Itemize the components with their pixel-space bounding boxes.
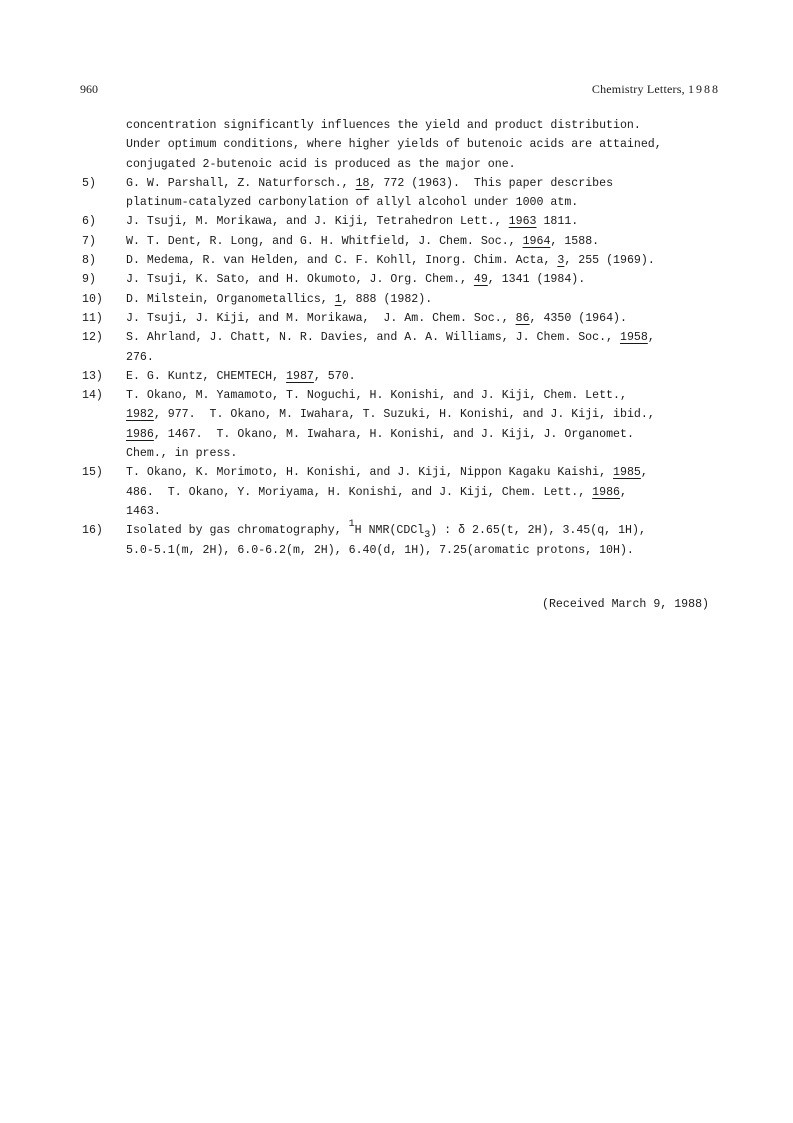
reference-text: , 888 (1982). (341, 292, 433, 306)
volume-number: 1963 (508, 215, 537, 229)
reference-text: T. Okano, K. Morimoto, H. Konishi, and J. Kiji, Nippon Kagaku Kaishi, (126, 466, 614, 480)
reference-line: concentration significantly influences the yield and product distribution. (126, 119, 641, 132)
reference-line: 276. (126, 350, 154, 364)
reference-10 (82, 290, 732, 309)
reference-number: 7) (82, 234, 96, 248)
reference-text: J. Tsuji, M. Morikawa, and J. Kiji, Tetrahedron Lett., (126, 215, 509, 229)
reference-text: T. Okano, M. Yamamoto, T. Noguchi, H. Konishi, and J. Kiji, Chem. Lett., (126, 389, 627, 403)
reference-line (82, 425, 732, 444)
reference-text: , 255 (1969). (564, 254, 655, 268)
reference-number: 11) (82, 311, 103, 325)
volume-number: 1987 (286, 369, 314, 383)
reference-9 (82, 270, 732, 289)
reference-text: , 4350 (1964). (529, 311, 627, 325)
reference-12 (82, 328, 732, 347)
reference-line: Chem., in press. (126, 447, 238, 461)
volume-number: 18 (355, 176, 370, 190)
reference-line: conjugated 2-butenoic acid is produced as the major one. (126, 157, 516, 171)
volume-number: 49 (473, 273, 488, 287)
reference-line: 5.0-5.1(m, 2H), 6.0-6.2(m, 2H), 6.40(d, 1H), 7.25(aromatic protons, 10H). (126, 543, 634, 557)
journal-title (592, 82, 720, 97)
running-header (80, 82, 720, 98)
reference-number: 12) (82, 331, 103, 345)
reference-text: E. G. Kuntz, CHEMTECH, (126, 369, 287, 383)
volume-number: 1964 (522, 234, 551, 248)
reference-5 (82, 174, 732, 193)
reference-number: 14) (82, 389, 103, 403)
volume-number: 1985 (613, 466, 641, 480)
journal-name: Chemistry Letters, (591, 82, 685, 96)
reference-14 (82, 386, 732, 405)
volume-number: 1986 (126, 427, 154, 441)
reference-16 (82, 521, 732, 540)
reference-text: , 1341 (1984). (487, 273, 586, 287)
reference-7 (82, 232, 732, 251)
volume-number: 1982 (126, 408, 154, 422)
reference-number: 6) (82, 215, 96, 229)
reference-line: platinum-catalyzed carbonylation of allyl alcohol under 1000 atm. (126, 196, 579, 210)
reference-line (82, 405, 732, 424)
volume-number: 3 (557, 254, 565, 268)
reference-text: 486. T. Okano, Y. Moriyama, H. Konishi, and J. Kiji, Chem. Lett., (126, 485, 593, 499)
volume-number: 1986 (592, 485, 620, 499)
reference-text: , 772 (1963). This paper describes (369, 176, 614, 190)
nmr-superscript: 1 (348, 519, 355, 531)
reference-text: , 1588. (550, 234, 600, 248)
received-date: (Received March 9, 1988) (542, 598, 709, 611)
reference-11 (82, 309, 732, 328)
reference-text: J. Tsuji, J. Kiji, and M. Morikawa, J. Am. Chem. Soc., (126, 311, 516, 325)
reference-text: , (640, 466, 648, 480)
reference-text: W. T. Dent, R. Long, and G. H. Whitfield, J. Chem. Soc., (126, 234, 523, 248)
reference-number: 13) (82, 369, 103, 383)
page-number: 960 (80, 82, 98, 96)
reference-text: Isolated by gas chromatography, (126, 524, 349, 538)
reference-text: , (620, 485, 627, 499)
reference-number: 8) (82, 254, 96, 268)
reference-6 (82, 212, 732, 231)
journal-year: 1988 (688, 82, 720, 96)
reference-number: 5) (82, 176, 96, 190)
volume-number: 1 (334, 292, 342, 306)
nmr-subscript: 3 (424, 530, 431, 542)
reference-line: 1463. (126, 504, 161, 518)
reference-text: D. Milstein, Organometallics, (126, 292, 335, 306)
nmr-nucleus: H NMR(CDCl (354, 524, 425, 538)
reference-text: , 1467. T. Okano, M. Iwahara, H. Konishi, and J. Kiji, J. Organomet. (153, 427, 634, 441)
references-list (82, 116, 732, 560)
reference-line (82, 483, 732, 502)
reference-13 (82, 367, 732, 386)
reference-text: , 977. T. Okano, M. Iwahara, T. Suzuki, H. Konishi, and J. Kiji, ibid., (153, 408, 655, 422)
reference-text: , (647, 331, 655, 345)
volume-number: 1958 (619, 331, 648, 345)
reference-15 (82, 463, 732, 482)
reference-line: Under optimum conditions, where higher yields of butenoic acids are attained, (126, 138, 662, 152)
reference-8 (82, 251, 732, 270)
reference-number: 15) (82, 466, 103, 480)
reference-text: G. W. Parshall, Z. Naturforsch., (126, 176, 356, 190)
reference-text: , 570. (313, 369, 356, 383)
reference-text: S. Ahrland, J. Chatt, N. R. Davies, and A. A. Williams, J. Chem. Soc., (126, 331, 620, 345)
reference-text: D. Medema, R. van Helden, and C. F. Kohll, Inorg. Chim. Acta, (126, 254, 558, 268)
reference-number: 16) (82, 524, 103, 538)
reference-text: J. Tsuji, K. Sato, and H. Okumoto, J. Org. Chem., (126, 273, 474, 287)
reference-number: 9) (82, 273, 96, 287)
reference-text: 1811. (536, 215, 579, 229)
reference-text: ) : δ 2.65(t, 2H), 3.45(q, 1H), (430, 524, 646, 538)
reference-number: 10) (82, 292, 103, 306)
volume-number: 86 (515, 311, 530, 325)
